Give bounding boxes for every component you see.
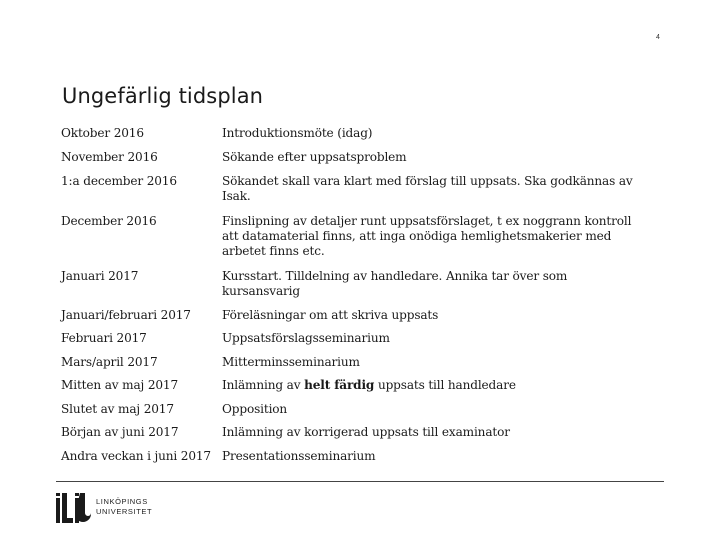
emphasis-text: helt färdig xyxy=(304,378,375,392)
schedule-description: Sökandet skall vara klart med förslag till uppsats. Ska godkännas av Isak. xyxy=(222,174,633,203)
logo-line-2: UNIVERSITET xyxy=(96,507,153,516)
schedule-description: Föreläsningar om att skriva uppsats xyxy=(222,308,439,322)
schedule-row xyxy=(61,331,641,355)
schedule-row xyxy=(61,425,641,449)
schedule-date: December 2016 xyxy=(61,214,157,228)
schedule-row xyxy=(61,378,641,402)
page-number: 4 xyxy=(656,34,660,41)
schedule-description: Kursstart. Tilldelning av handledare. Annika tar över som kursansvarig xyxy=(222,269,568,298)
schedule-description: Introduktionsmöte (idag) xyxy=(222,126,373,140)
schedule-date: Mars/april 2017 xyxy=(61,355,158,369)
schedule-description: Presentationsseminarium xyxy=(222,449,376,463)
schedule-row xyxy=(61,174,641,214)
logo-line-1: LINKÖPINGS xyxy=(96,497,148,506)
schedule-date: Februari 2017 xyxy=(61,331,147,345)
schedule-row xyxy=(61,308,641,331)
description-part: uppsats till handledare xyxy=(374,378,516,392)
schedule-row xyxy=(61,150,641,174)
schedule-row xyxy=(61,269,641,308)
footer-divider xyxy=(56,481,664,482)
schedule-date: Början av juni 2017 xyxy=(61,425,179,439)
schedule-date: November 2016 xyxy=(61,150,158,164)
schedule-description: Uppsatsförslagsseminarium xyxy=(222,331,390,345)
schedule-row xyxy=(61,355,641,378)
schedule-table xyxy=(61,126,641,467)
schedule-description xyxy=(222,378,641,402)
university-logo xyxy=(56,493,153,523)
schedule-date: Januari/februari 2017 xyxy=(61,308,191,322)
schedule-row xyxy=(61,126,641,150)
schedule-description: Sökande efter uppsatsproblem xyxy=(222,150,407,164)
page-title: Ungefärlig tidsplan xyxy=(62,84,264,108)
logo-wordmark xyxy=(96,497,152,517)
schedule-date: Oktober 2016 xyxy=(61,126,144,140)
schedule-row xyxy=(61,402,641,425)
schedule-row xyxy=(61,449,641,467)
schedule-date: 1:a december 2016 xyxy=(61,174,177,188)
schedule-date: Andra veckan i juni 2017 xyxy=(61,449,211,463)
description-part: Inlämning av xyxy=(222,378,305,392)
schedule-description: Mitterminsseminarium xyxy=(222,355,360,369)
schedule-description: Finslipning av detaljer runt uppsatsförslaget, t ex noggrann kontroll att datamaterial finns, att inga onödiga hemlighetsmakerier med arbetet finns etc. xyxy=(222,214,632,258)
schedule-date: Januari 2017 xyxy=(61,269,139,283)
liu-logo-icon xyxy=(56,493,92,523)
schedule-description: Opposition xyxy=(222,402,288,416)
schedule-description: Inlämning av korrigerad uppsats till examinator xyxy=(222,425,510,439)
schedule-date: Mitten av maj 2017 xyxy=(61,378,178,392)
schedule-row xyxy=(61,214,641,269)
schedule-date: Slutet av maj 2017 xyxy=(61,402,174,416)
